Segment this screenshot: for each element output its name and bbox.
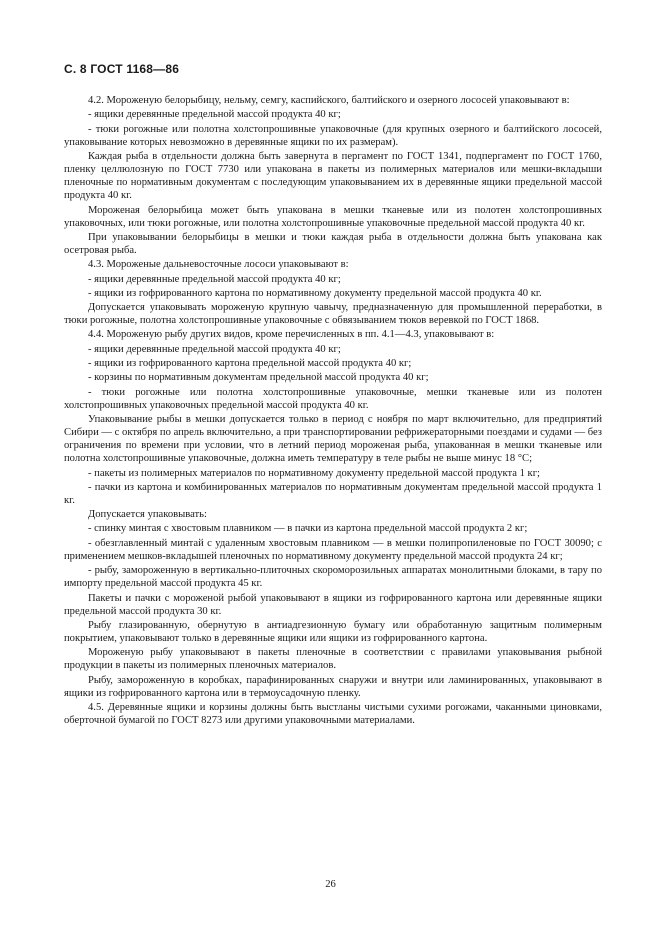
paragraph: - ящики деревянные предельной массой продукта 40 кг; [88, 109, 341, 121]
paragraph: Допускается упаковывать: [88, 509, 207, 521]
paragraph: - ящики деревянные предельной массой продукта 40 кг; [88, 273, 341, 285]
paragraph: - тюки рогожные или полотна холстопрошивные упаковочные, мешки тканевые или из полотен холстопрошивных упаковочных предельной массой продукта 40 кг. [64, 386, 602, 411]
paragraph: Рыбу глазированную, обернутую в антиадгезионную бумагу или обработанную защитным полимерным покрытием, упаковывают только в деревянные ящики или ящики из гофрированного картона. [64, 619, 602, 644]
paragraph: 4.2. Мороженую белорыбицу, нельму, семгу, каспийского, балтийского и озерного лососей упаковывают в: [88, 95, 570, 106]
paragraph: Мороженую рыбу упаковывают в пакеты пленочные в соответствии с правилами упаковывания рыбной продукции в пакеты из полимерных пленочных материалов. [64, 647, 602, 672]
paragraph: 4.4. Мороженую рыбу других видов, кроме перечисленных в пп. 4.1—4.3, упаковывают в: [88, 329, 495, 341]
paragraph: 4.5. Деревянные ящики и корзины должны быть выстланы чистыми сухими рогожами, чаканными циновками, оберточной бумагой по ГОСТ 8273 или другими упаковочными материалами. [64, 702, 602, 727]
paragraph: Мороженая белорыбица может быть упакована в мешки тканевые или из полотен холстопрошивных упаковочных, или тюки рогожные, или полотна холстопрошивные упаковочные предельной массой продукта 40 кг. [64, 204, 602, 229]
page-number: 26 [325, 879, 336, 890]
paragraph: Каждая рыба в отдельности должна быть завернута в пергамент по ГОСТ 1341, подпергамент по ГОСТ 1760, пленку целлюлозную по ГОСТ 7730 или упакована в пакеты из полимерных материалов или мешки-вкладыши пленочные по нормативным документам с последующим упаковыванием их в деревянные ящики предельной массой продукта 40 кг. [64, 150, 602, 202]
paragraph: Упаковывание рыбы в мешки допускается только в период с ноября по март включительно, для предприятий Сибири — с октября по апрель включительно, а при транспортировании рефрижераторными поездами и судами — без ограничения по времени при условии, что в летний период мороженая рыба, упакованная в мешки тканевые или полотна холстопрошивные упаковочные, должна иметь температуру в теле рыбы не выше минус 18 °С; [64, 413, 602, 465]
paragraph: - обезглавленный минтай с удаленным хвостовым плавником — в мешки полипропиленовые по ГОСТ 30090; с применением мешков-вкладышей пленочных по нормативному документу предельной массой продукта 24 кг; [64, 537, 602, 562]
paragraph: - пачки из картона и комбинированных материалов по нормативным документам предельной массой продукта 1 кг. [64, 481, 602, 506]
page-header: С. 8 ГОСТ 1168—86 [64, 62, 180, 76]
paragraph: - рыбу, замороженную в вертикально-плиточных скороморозильных аппаратах монолитными блоками, в тару по импорту предельной массой продукта 45 кг. [64, 565, 602, 590]
paragraph: - спинку минтая с хвостовым плавником — в пачки из картона предельной массой продукта 2 кг; [88, 523, 528, 535]
paragraph: 4.3. Мороженые дальневосточные лососи упаковывают в: [88, 259, 349, 271]
paragraph: Пакеты и пачки с мороженой рыбой упаковывают в ящики из гофрированного картона или деревянные ящики предельной массой продукта 30 кг. [64, 592, 602, 617]
paragraph: Допускается упаковывать мороженую крупную чавычу, предназначенную для промышленной переработки, в тюки рогожные, полотна холстопрошивные упаковочные с обвязыванием тюков веревкой по ГОСТ 1868. [64, 302, 602, 327]
paragraph: - ящики из гофрированного картона предельной массой продукта 40 кг; [88, 358, 412, 370]
paragraph: - корзины по нормативным документам предельной массой продукта 40 кг; [88, 372, 429, 384]
document-body [64, 94, 602, 728]
paragraph: При упаковывании белорыбицы в мешки и тюки каждая рыба в отдельности должна быть упакована как осетровая рыба. [64, 231, 602, 256]
paragraph: - тюки рогожные или полотна холстопрошивные упаковочные (для крупных озерного и балтийского лососей, упаковывание которых невозможно в деревянные ящики по их размерам). [64, 123, 602, 148]
paragraph: - ящики из гофрированного картона по нормативному документу предельной массой продукта 40 кг. [88, 287, 542, 299]
paragraph: - ящики деревянные предельной массой продукта 40 кг; [88, 343, 341, 355]
paragraph: - пакеты из полимерных материалов по нормативному документу предельной массой продукта 1 кг; [88, 467, 540, 479]
paragraph: Рыбу, замороженную в коробках, парафинированных снаружи и внутри или ламинированных, упаковывают в ящики из гофрированного картона или в термоусадочную пленку. [64, 674, 602, 699]
